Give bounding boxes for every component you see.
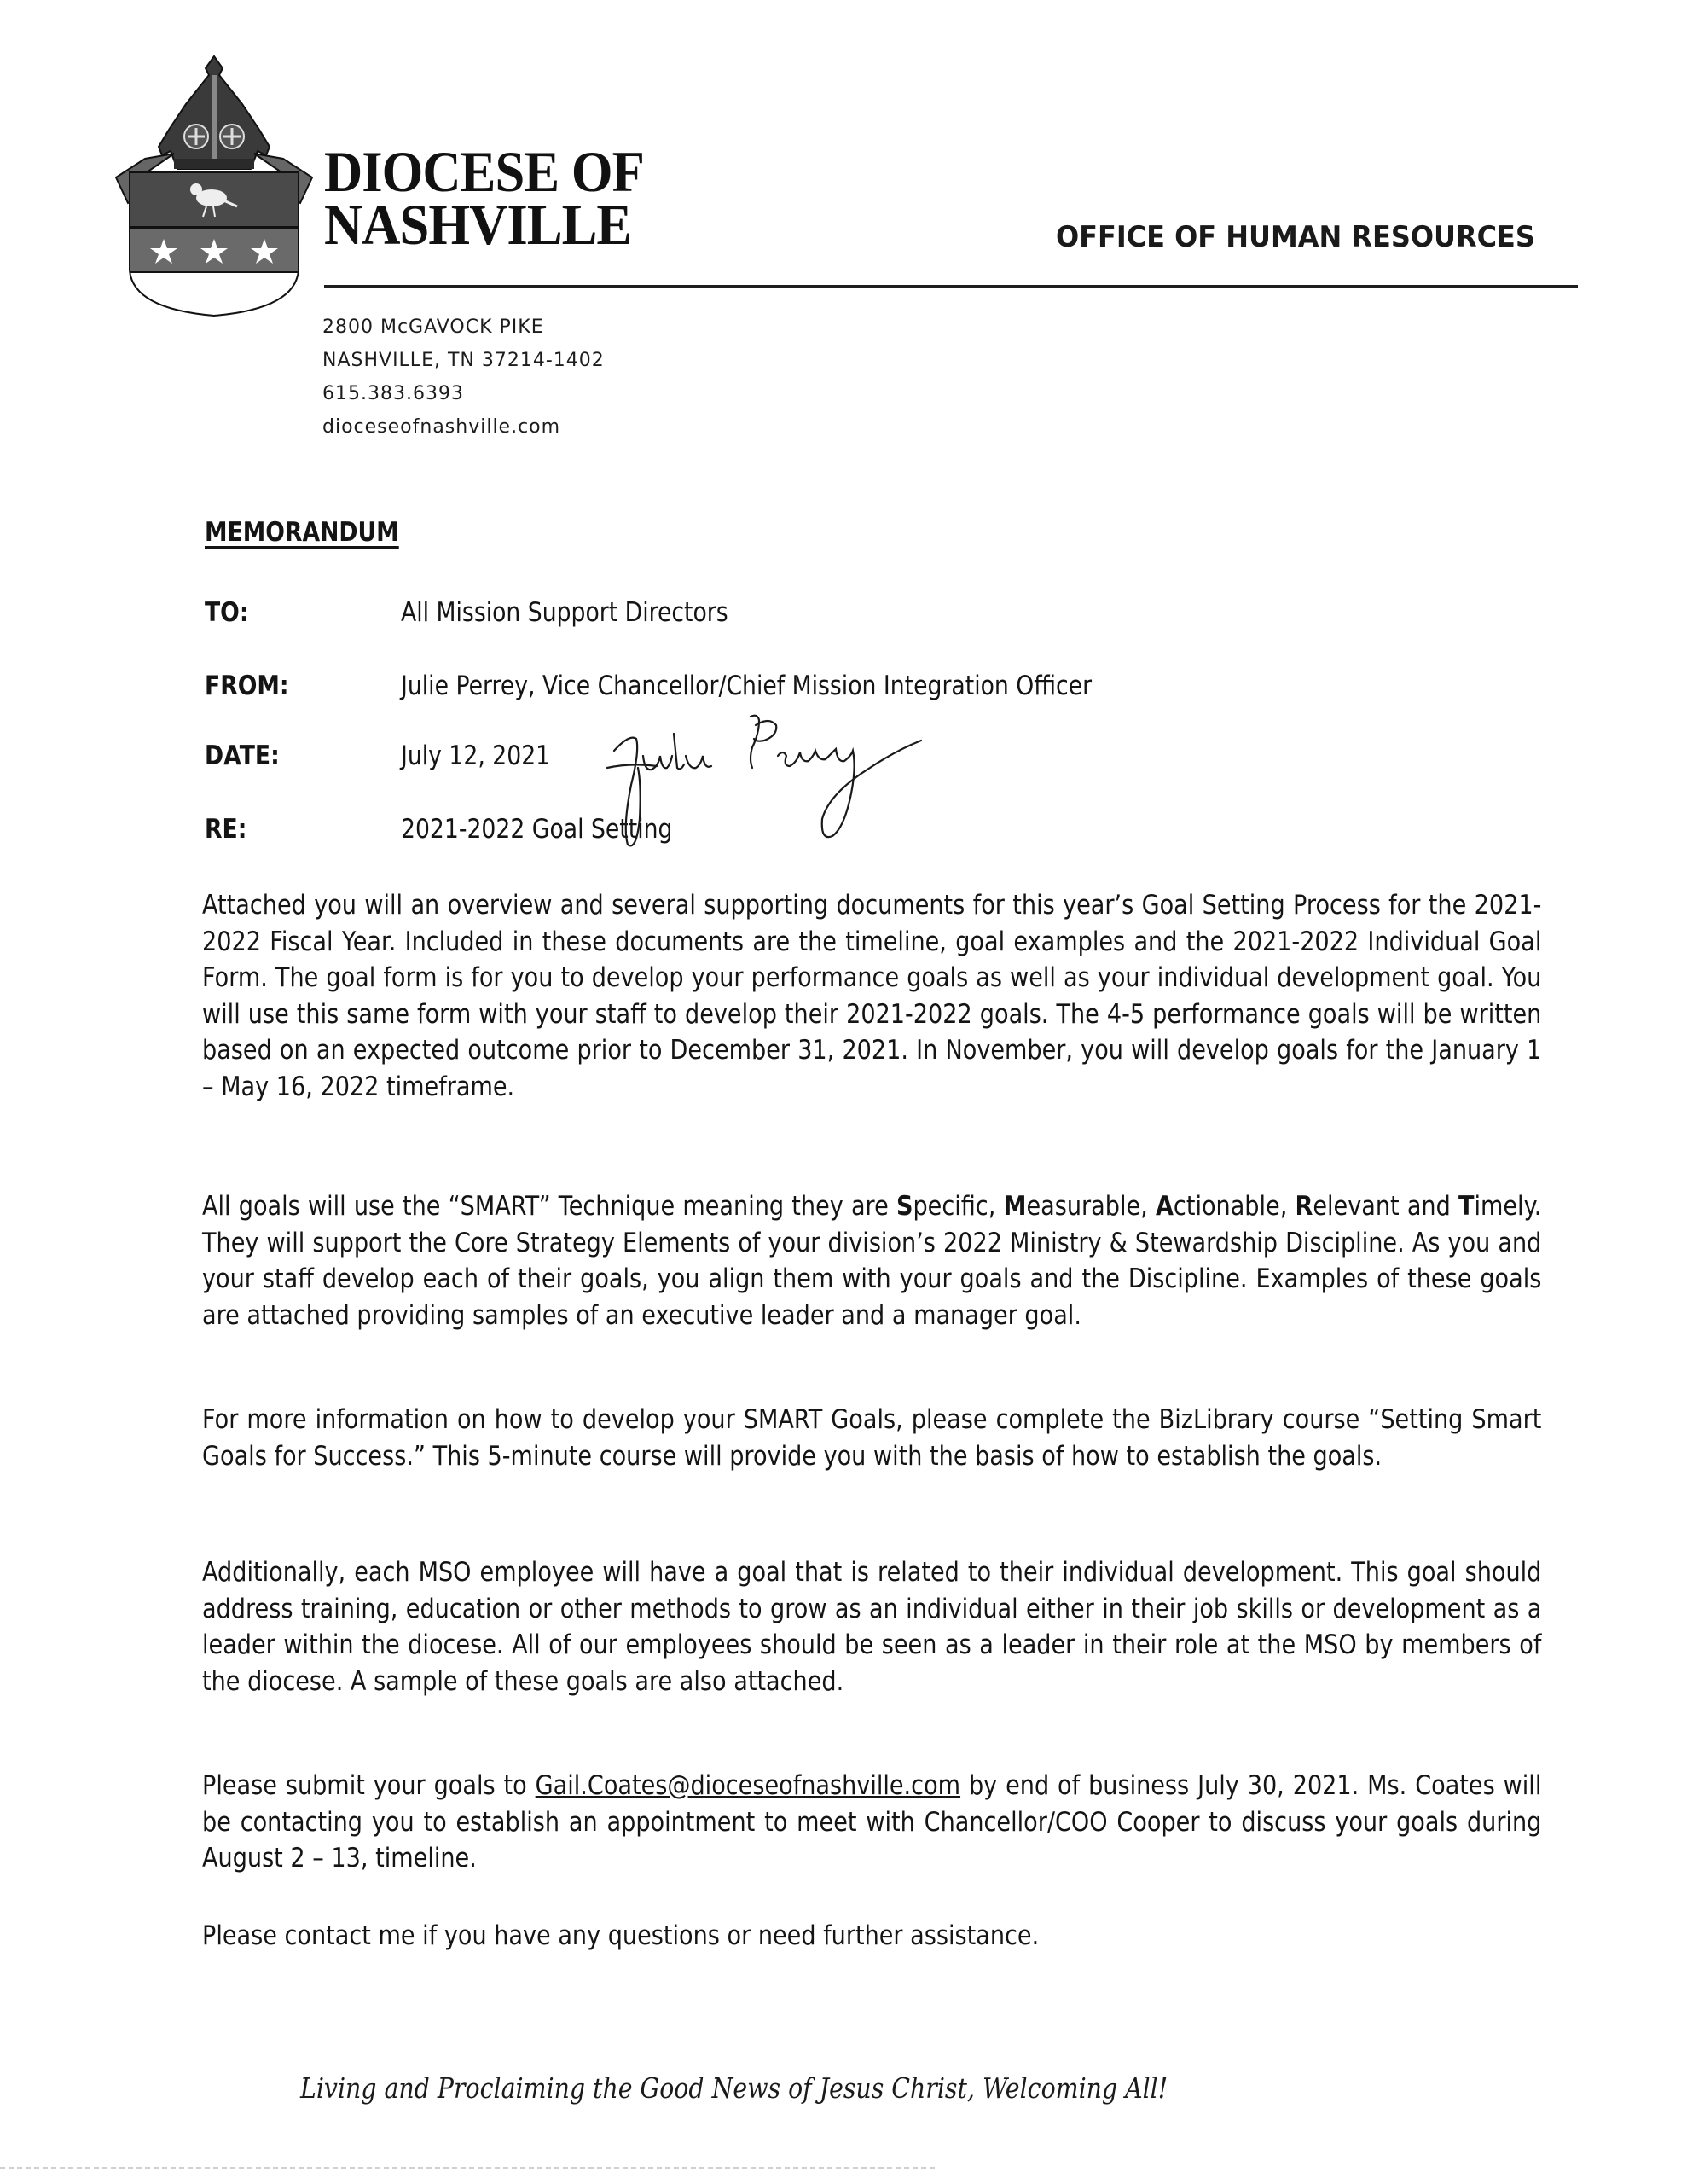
address-website: dioceseofnashville.com (322, 416, 561, 438)
paragraph-text: For more information on how to develop your SMART Goals, please complete the BizLibrary course “Setting Smart Goals for Success.” This 5-minute course will provide you with the basis of how to establish the goals. (202, 1404, 1542, 1472)
from-label: FROM: (205, 671, 289, 701)
signature (588, 700, 998, 870)
paragraph-text (202, 1768, 1541, 1877)
address-street: 2800 McGAVOCK PIKE (322, 317, 544, 338)
smart-letter-r: R (1295, 1191, 1313, 1222)
office-name: OFFICE OF HUMAN RESOURCES (1056, 220, 1535, 254)
address-city-state-zip: NASHVILLE, TN 37214-1402 (322, 350, 605, 371)
email-link[interactable]: Gail.Coates@dioceseofnashville.com (535, 1770, 961, 1801)
memo-title: MEMORANDUM (205, 517, 399, 548)
smart-word-rest: pecific, (913, 1191, 1004, 1222)
address-block (322, 311, 605, 444)
smart-letter-s: S (896, 1191, 913, 1222)
body-paragraph-6 (202, 1918, 1541, 1955)
to-label: TO: (205, 597, 249, 628)
re-label: RE: (205, 814, 247, 845)
submit-intro: Please submit your goals to (202, 1770, 536, 1801)
to-value: All Mission Support Directors (401, 597, 728, 628)
handwritten-signature-icon (588, 700, 998, 870)
smart-letter-a: A (1155, 1191, 1174, 1222)
smart-intro: All goals will use the “SMART” Technique meaning they are (202, 1191, 896, 1222)
org-name-line2: NASHVILLE (324, 192, 632, 257)
organization-name (324, 139, 644, 257)
smart-letter-t: T (1458, 1191, 1475, 1222)
submit-details: by end of business July 30, 2021. Ms. Coates will be contacting you to establish an appointment to meet with Chancellor/COO Cooper to discuss your goals during August 2 – 13, timeline. (202, 1770, 1542, 1873)
org-name-line1: DIOCESE OF (324, 139, 644, 204)
address-phone: 615.383.6393 (322, 383, 464, 404)
re-value: 2021-2022 Goal Setting (401, 814, 673, 845)
from-value: Julie Perrey, Vice Chancellor/Chief Mission Integration Officer (401, 671, 1093, 701)
paragraph-text: Additionally, each MSO employee will have a goal that is related to their individual development. This goal should address training, education or other methods to grow as an individual either in their job skills or development as a leader within the diocese. All of our employees should be seen as a leader in their role at the MSO by members of the diocese. A sample of these goals are also attached. (202, 1557, 1542, 1697)
diocese-crest (102, 53, 326, 319)
smart-word-rest: ctionable, (1173, 1191, 1296, 1222)
paragraph-text (202, 1188, 1541, 1333)
body-paragraph-1 (202, 887, 1541, 1105)
body-paragraph-3 (202, 1402, 1541, 1474)
footer-motto: Living and Proclaiming the Good News of Jesus Christ, Welcoming All! (300, 2071, 1168, 2105)
smart-word-rest: imely. They will support the Core Strategy Elements of your division’s 2022 Ministry & Stewardship Discipline. As you and your staff develop each of their goals, you align them with your goals and the Discipline. Examples of these goals are attached providing samples of an executive leader and a manager goal. (202, 1191, 1542, 1331)
smart-word-rest: elevant and (1313, 1191, 1458, 1222)
body-paragraph-2 (202, 1188, 1541, 1333)
letterhead-divider (324, 285, 1578, 288)
coat-of-arms-icon (102, 53, 326, 319)
smart-letter-m: M (1003, 1191, 1027, 1222)
body-paragraph-5 (202, 1768, 1541, 1877)
date-label: DATE: (205, 741, 280, 771)
memo-to-row (205, 597, 1399, 635)
scan-artifact-line (0, 2167, 938, 2169)
date-value: July 12, 2021 (401, 741, 551, 771)
paragraph-text: Please contact me if you have any questions or need further assistance. (202, 1920, 1040, 1951)
smart-word-rest: easurable, (1026, 1191, 1156, 1222)
body-paragraph-4 (202, 1554, 1541, 1699)
paragraph-text: Attached you will an overview and several supporting documents for this year’s Goal Setting Process for the 2021-2022 Fiscal Year. Included in these documents are the timeline, goal examples and the 2021-2022 Individual Goal Form. The goal form is for you to develop your performance goals as well as your individual development goal. You will use this same form with your staff to develop their 2021-2022 goals. The 4-5 performance goals will be written based on an expected outcome prior to December 31, 2021. In November, you will develop goals for the January 1 – May 16, 2022 timeframe. (202, 890, 1542, 1102)
